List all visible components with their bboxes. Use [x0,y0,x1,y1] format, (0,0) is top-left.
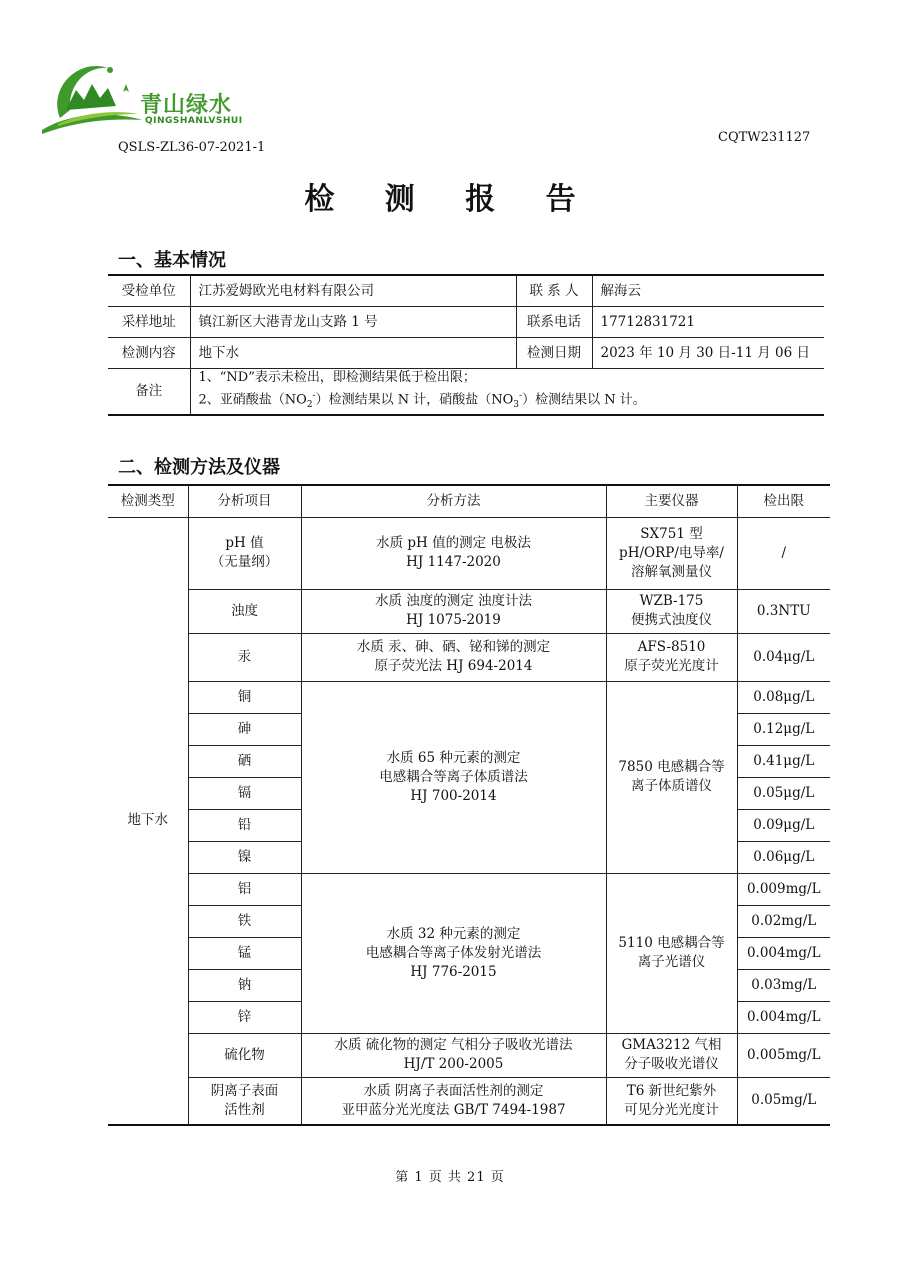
report-title: 检 测 报 告 [304,182,596,217]
contact-label: 联 系 人 [516,275,592,307]
table-row [108,589,830,633]
limit-cell: 0.004mg/L [737,937,830,969]
mountain-logo-icon [38,48,148,140]
table-row [108,369,824,415]
instrument-cell: GMA3212 气相 分子吸收光谱仪 [606,1033,737,1077]
item-cell: 镉 [188,777,301,809]
item-cell: 铝 [188,873,301,905]
table-row [108,275,824,307]
method-cell: 水质 pH 值的测定 电极法 HJ 1147-2020 [301,517,606,589]
item-cell: 砷 [188,713,301,745]
limit-cell: 0.03mg/L [737,969,830,1001]
page-number: 第 1 页 共 21 页 [395,1170,505,1185]
table-row [108,307,824,338]
instrument-cell: AFS-8510 原子荧光光度计 [606,633,737,681]
note-2: 2、亚硝酸盐$(NO_2^-)$检测结果以 N 计，硝酸盐$(NO_3^-)$检测结果以 N 计。 [198,391,646,410]
methods-table [108,484,830,1126]
basic-info-table [108,274,824,416]
method-cell: 水质 汞、砷、硒、铋和锑的测定 原子荧光法 HJ 694-2014 [301,633,606,681]
table-header-row [108,485,830,517]
limit-cell: 0.06μg/L [737,841,830,873]
method-cell: 水质 硫化物的测定 气相分子吸收光谱法 HJ/T 200-2005 [301,1033,606,1077]
report-code: CQTW231127 [718,130,811,145]
sample-type-cell: 地下水 [108,517,188,1125]
client-value: 江苏爱姆欧光电材料有限公司 [190,275,516,307]
date-value: 2023 年 10 月 30 日-11 月 06 日 [592,338,824,369]
limit-cell: 0.005mg/L [737,1033,830,1077]
item-cell: 锰 [188,937,301,969]
table-row [108,633,830,681]
instrument-cell: SX751 型 pH/ORP/电导率/ 溶解氧测量仪 [606,517,737,589]
header-cell: 检测类型 [108,485,188,517]
form-code: QSLS-ZL36-07-2021-1 [118,140,266,155]
limit-cell: 0.004mg/L [737,1001,830,1033]
limit-cell: 0.05mg/L [737,1077,830,1125]
instrument-cell: T6 新世纪紫外 可见分光光度计 [606,1077,737,1125]
contact-value: 解海云 [592,275,824,307]
instrument-cell: WZB-175 便携式浊度仪 [606,589,737,633]
item-cell: 铅 [188,809,301,841]
address-value: 镇江新区大港青龙山支路 1 号 [190,307,516,338]
method-cell: 水质 32 种元素的测定 电感耦合等离子体发射光谱法 HJ 776-2015 [301,873,606,1033]
table-row [108,873,830,905]
item-cell: 浊度 [188,589,301,633]
limit-cell: 0.41μg/L [737,745,830,777]
date-label: 检测日期 [516,338,592,369]
item-cell: 锌 [188,1001,301,1033]
limit-cell: 0.3NTU [737,589,830,633]
address-label: 采样地址 [108,307,190,338]
limit-cell: 0.12μg/L [737,713,830,745]
item-cell: 铁 [188,905,301,937]
item-cell: 硒 [188,745,301,777]
item-cell: pH 值 （无量纲） [188,517,301,589]
client-label: 受检单位 [108,275,190,307]
logo-chinese-name: 青山绿水 [140,93,233,118]
table-row [108,681,830,713]
limit-cell: 0.02mg/L [737,905,830,937]
item-cell: 镍 [188,841,301,873]
method-cell: 水质 阴离子表面活性剂的测定 亚甲蓝分光光度法 GB/T 7494-1987 [301,1077,606,1125]
item-cell: 汞 [188,633,301,681]
notes-label: 备注 [108,369,190,415]
header-cell: 检出限 [737,485,830,517]
phone-value: 17712831721 [592,307,824,338]
limit-cell: 0.04μg/L [737,633,830,681]
section-methods-title: 二、检测方法及仪器 [118,457,280,478]
table-row [108,517,830,589]
method-cell: 水质 65 种元素的测定 电感耦合等离子体质谱法 HJ 700-2014 [301,681,606,873]
limit-cell: 0.08μg/L [737,681,830,713]
table-row [108,1077,830,1125]
header-cell: 分析方法 [301,485,606,517]
item-cell: 钠 [188,969,301,1001]
item-cell: 铜 [188,681,301,713]
limit-cell: 0.05μg/L [737,777,830,809]
item-cell: 硫化物 [188,1033,301,1077]
note-1: 1、“ND”表示未检出，即检测结果低于检出限； [198,370,476,385]
limit-cell: 0.009mg/L [737,873,830,905]
instrument-cell: 7850 电感耦合等 离子体质谱仪 [606,681,737,873]
header-cell: 主要仪器 [606,485,737,517]
instrument-cell: 5110 电感耦合等 离子光谱仪 [606,873,737,1033]
method-cell: 水质 浊度的测定 浊度计法 HJ 1075-2019 [301,589,606,633]
content-label: 检测内容 [108,338,190,369]
table-row [108,1033,830,1077]
logo-english-name: QINGSHANLVSHUI [145,116,243,126]
item-cell: 阴离子表面 活性剂 [188,1077,301,1125]
limit-cell: 0.09μg/L [737,809,830,841]
notes-value [190,369,824,415]
limit-cell: / [737,517,830,589]
content-value: 地下水 [190,338,516,369]
section-basic-title: 一、基本情况 [118,250,226,271]
phone-label: 联系电话 [516,307,592,338]
header-cell: 分析项目 [188,485,301,517]
table-row [108,338,824,369]
